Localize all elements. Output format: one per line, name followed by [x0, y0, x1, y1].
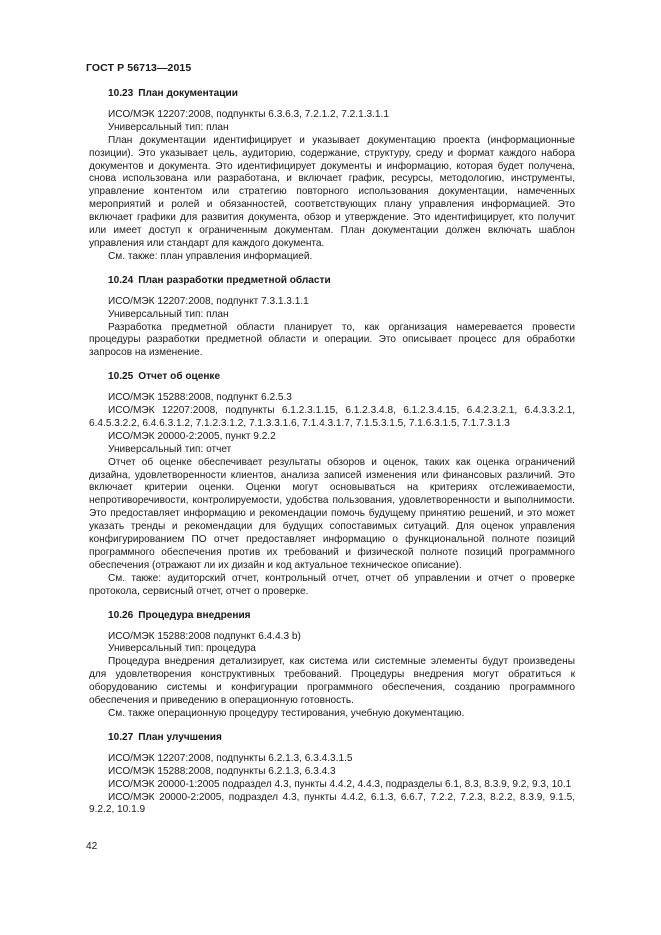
section-title [89, 275, 575, 288]
reference-paragraph: ИСО/МЭК 12207:2008, подпункты 6.1.2.3.1.15, 6.1.2.3.4.8, 6.1.2.3.4.15, 6.4.2.3.2.1, 6.4.3.3.2.1, 6.4.5.3.2.2, 6.4.6.3.1.2, 7.1.2.3.1.2, 7.1.3.3.1.6, 7.1.4.3.1.7, 7.1.5.3.1.5, 7.1.6.3.1.5, 7.1.7.3.1.3 [89, 405, 575, 429]
description-paragraph: Процедура внедрения детализирует, как система или системные элементы будут произведены для удовлетворения конструктивных требований. Процедуры внедрения могут обратиться к оборудованию системы и конфигурации программного обеспечения, созданию программного обеспечения и приведению в операционную готовность. [89, 656, 575, 707]
section-10-27 [89, 732, 575, 817]
reference-line: ИСО/МЭК 20000-2:2005, пункт 9.2.2 [108, 430, 276, 442]
section-title [89, 610, 575, 623]
type-line: Универсальный тип: процедура [108, 643, 256, 655]
type-line: Универсальный тип: план [108, 121, 229, 133]
reference-line: ИСО/МЭК 15288:2008, подпункт 6.2.5.3 [108, 392, 292, 404]
section-10-25 [89, 371, 575, 598]
page-number: 42 [86, 841, 98, 852]
section-number: 10.26 [108, 609, 134, 621]
document-body [89, 88, 575, 817]
see-also-paragraph: См. также: аудиторский отчет, контрольный отчет, отчет об управлении и отчет о проверке протокола, сервисный отчет, отчет о проверке. [89, 572, 575, 597]
section-number: 10.27 [108, 731, 134, 743]
reference-paragraph: ИСО/МЭК 20000-2:2005, подраздел 4.3, пункты 4.4.2, 6.1.3, 6.6.7, 7.2.2, 7.2.3, 8.2.2, 8.3.9, 9.1.5, 9.2.2, 10.1.9 [89, 791, 575, 816]
reference-line: ИСО/МЭК 20000-1:2005 подраздел 4.3, пункты 4.4.2, 4.4.3, подразделы 6.1, 8.3, 8.3.9, 9.2, 9.3, 10.1 [108, 778, 572, 790]
section-heading: План разработки предметной области [138, 274, 331, 286]
type-line: Универсальный тип: отчет [108, 443, 232, 455]
section-title [89, 371, 575, 384]
section-heading: Процедура внедрения [138, 609, 251, 621]
reference-line: ИСО/МЭК 15288:2008, подпункты 6.2.1.3, 6.3.4.3 [108, 765, 336, 777]
section-number: 10.24 [108, 274, 134, 286]
description-paragraph: Отчет об оценке обеспечивает результаты обзоров и оценок, таких как оценка ограничений дизайна, удовлетворенности клиентов, анализа записей изменения или финансовых различий. Это включает критерии оценки. Оценки могут основываться на критериях отслеживаемости, непротиворечивости, контролируемости, удобства пользования, удовлетворенности и выполнимости. Это предоставляет информацию и рекомендации помочь будущему принятию решений, и это может указать тренды и рекомендации для будущих сопоставимых ситуаций. Для оценок управления конфигурированием ПО отчет предоставляет информацию о функциональной полноте позиций программного обеспечения против их требований и физической полноте позиций программного обеспечения (отражают ли их дизайн и код актуальное техническое описание). [89, 456, 575, 571]
section-title [89, 732, 575, 745]
section-number: 10.25 [108, 371, 134, 383]
reference-line: ИСО/МЭК 12207:2008, подпункты 6.3.6.3, 7.2.1.2, 7.2.1.3.1.1 [108, 108, 389, 120]
section-heading: План улучшения [138, 731, 222, 743]
description-paragraph: План документации идентифицирует и указывает документацию проекта (информационные позиции). Это указывает цель, аудиторию, содержание, структуру, среду и формат каждого набора документов и документа. Это идентифицирует документы и информацию, которая будет получена, снова использована или разработана, и включает график, ресурсы, методологию, инструменты, управление контентом или стратегию повторного использования документации, намеченных мероприятий и ролей и обязанностей, соответствующих плану управления информацией. Это включает графики для развития документа, обзор и утверждение. Это идентифицирует, кто получит или имеет доступ к ограниченным документам. План документации должен включать шаблон управления или стандарт для каждого документа. [89, 134, 575, 249]
see-also-paragraph: См. также: план управления информацией. [108, 250, 313, 262]
section-heading: План документации [138, 88, 238, 99]
type-line: Универсальный тип: план [108, 308, 229, 320]
reference-line: ИСО/МЭК 12207:2008, подпункты 6.2.1.3, 6.3.4.3.1.5 [108, 752, 353, 764]
section-10-26 [89, 610, 575, 721]
section-title [89, 88, 575, 101]
see-also-paragraph: См. также операционную процедуру тестирования, учебную документацию. [108, 707, 465, 719]
description-paragraph: Разработка предметной области планирует то, как организация намеревается провести процедуры разработки предметной области и операции. Это описывает процесс для обработки запросов на изменение. [89, 321, 575, 359]
section-10-23 [89, 88, 575, 264]
section-10-24 [89, 275, 575, 360]
document-header: ГОСТ Р 56713—2015 [86, 62, 192, 74]
reference-line: ИСО/МЭК 15288:2008 подпункт 6.4.4.3 b) [108, 630, 301, 642]
section-number: 10.23 [108, 88, 134, 99]
section-heading: Отчет об оценке [138, 371, 221, 383]
reference-line: ИСО/МЭК 12207:2008, подпункт 7.3.1.3.1.1 [108, 295, 309, 307]
